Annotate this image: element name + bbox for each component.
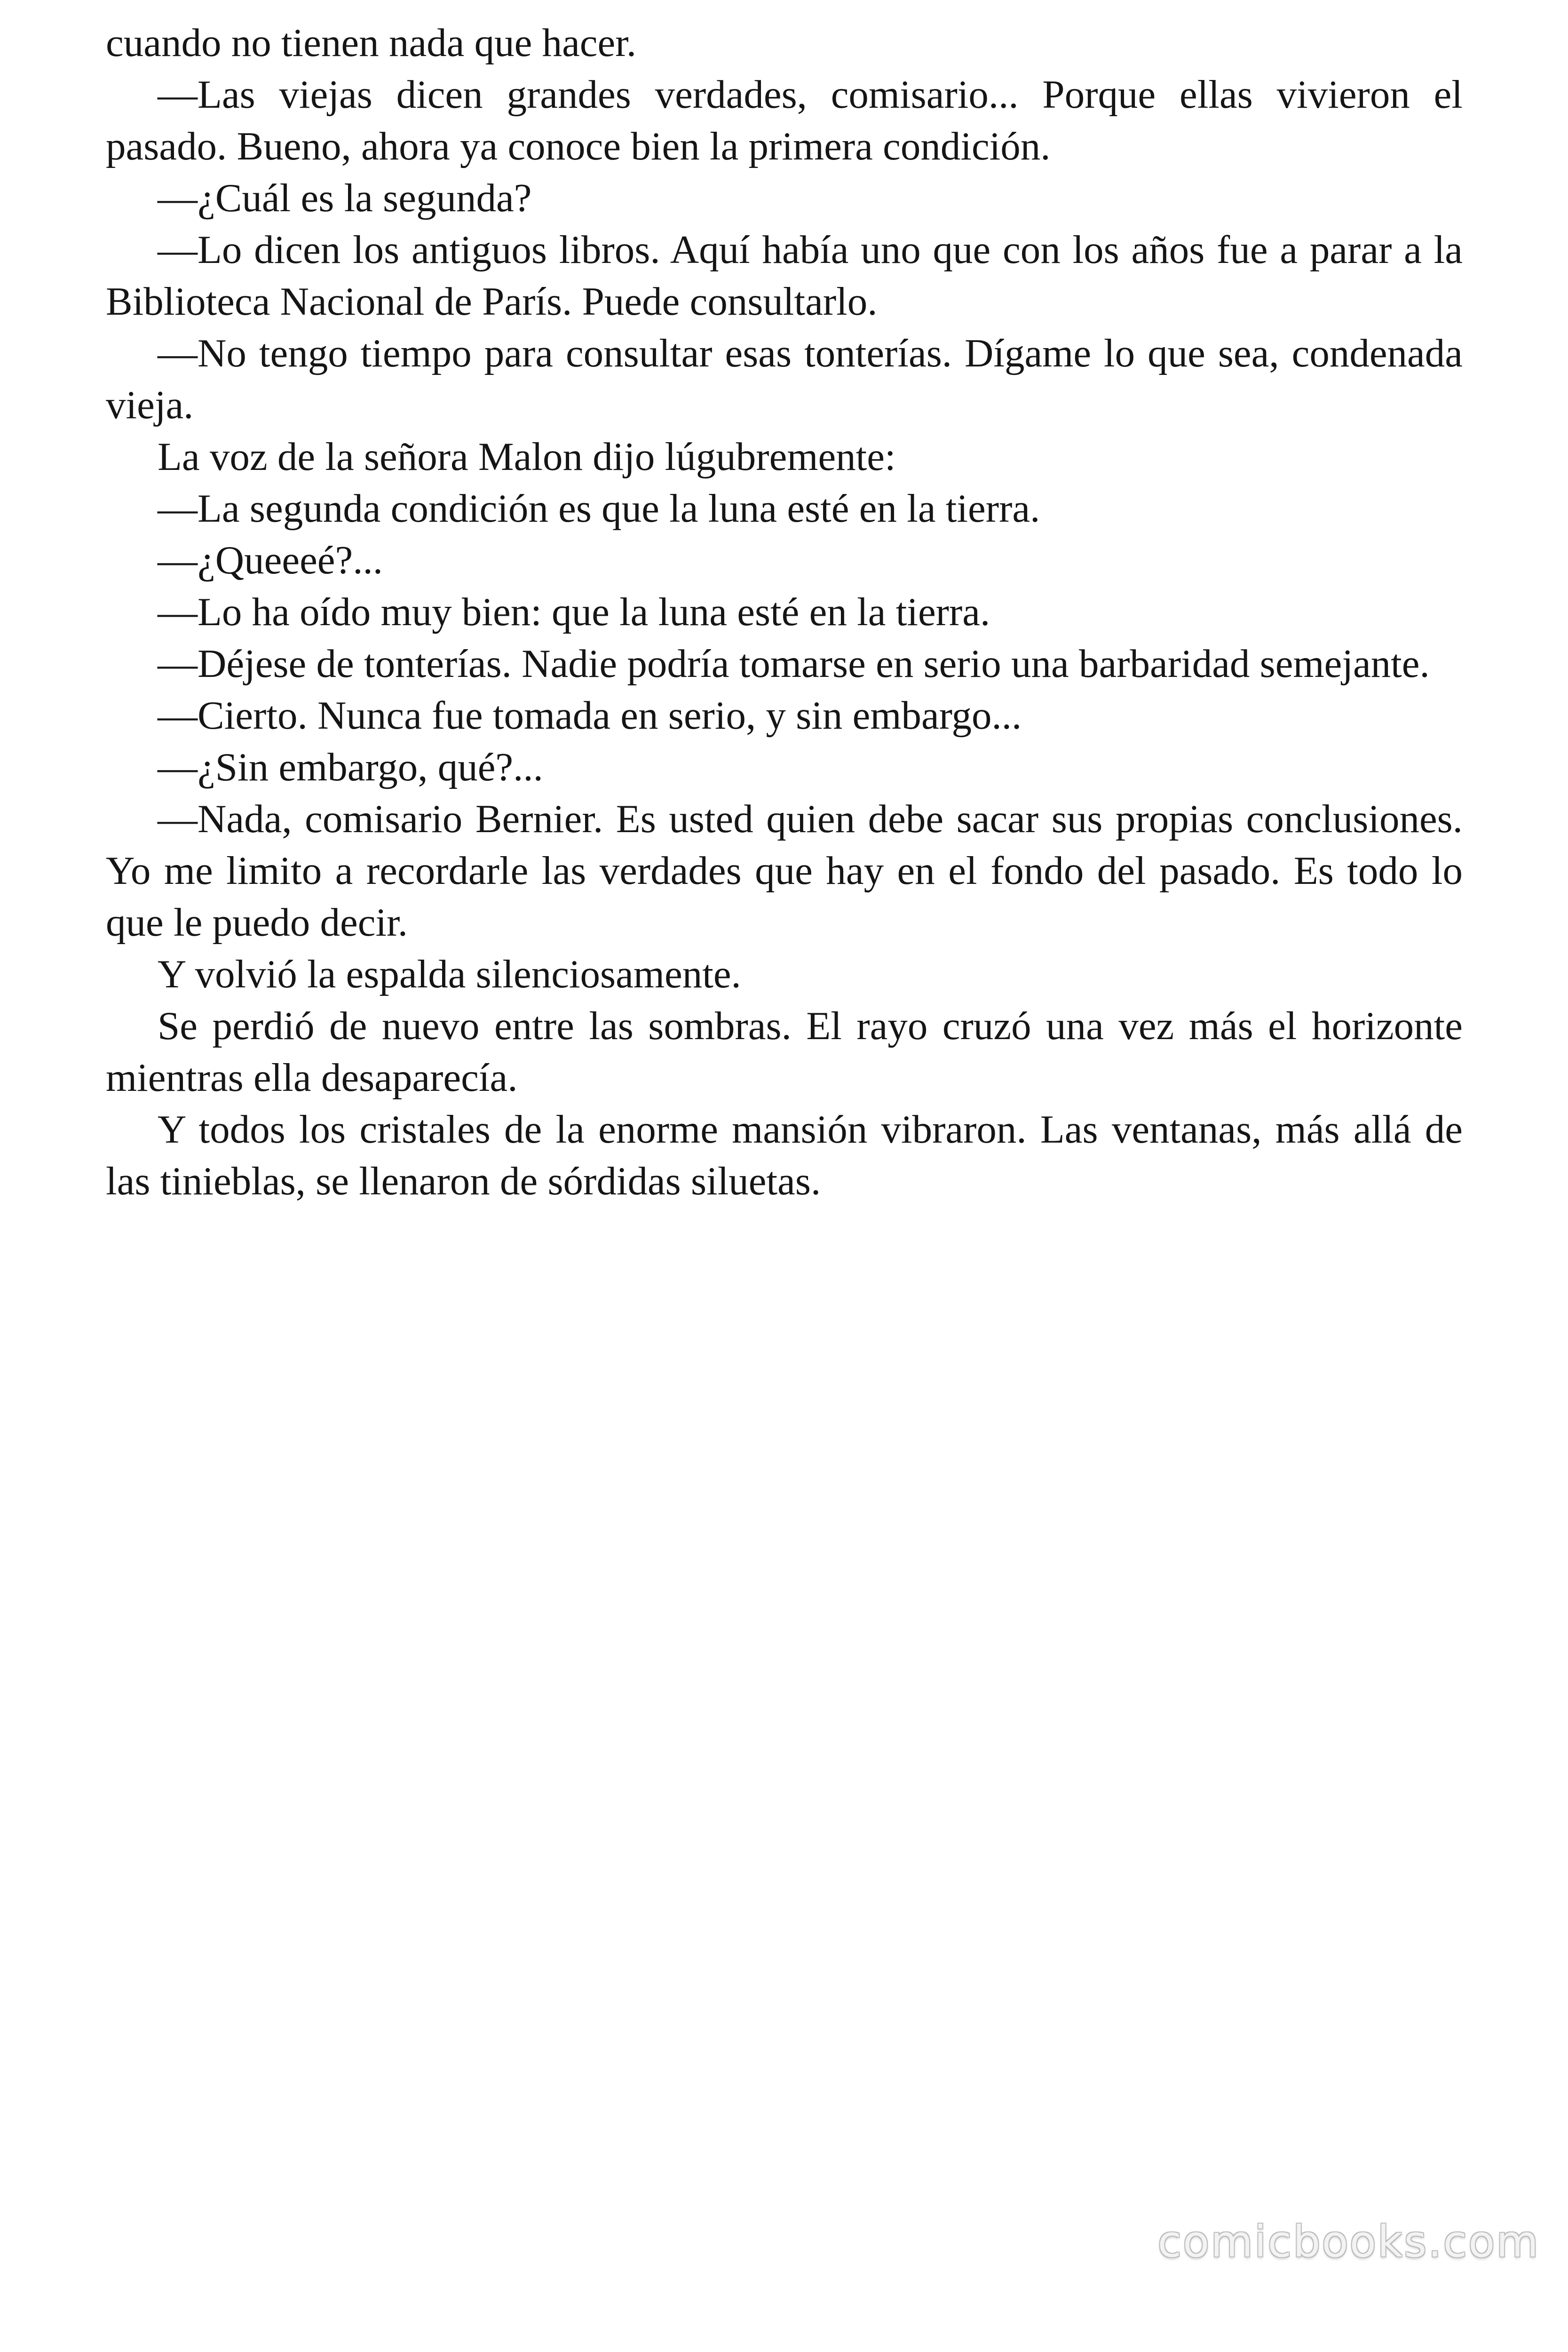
paragraph-8: —¿Queeeé?... (158, 538, 383, 582)
watermark: comicbooks.com (1157, 2217, 1540, 2267)
page-body-text (106, 17, 1463, 1207)
paragraph-3: —¿Cuál es la segunda? (158, 176, 532, 220)
paragraph-6: La voz de la señora Malon dijo lúgubremente: (158, 435, 896, 479)
paragraph-16: Y todos los cristales de la enorme mansión vibraron. Las ventanas, más allá de las tinieblas, se llenaron de sórdidas siluetas. (106, 1107, 1463, 1203)
paragraph-11: —Cierto. Nunca fue tomada en serio, y sin embargo... (158, 693, 1022, 738)
paragraph-9: —Lo ha oído muy bien: que la luna esté en la tierra. (158, 590, 990, 634)
paragraph-14: Y volvió la espalda silenciosamente. (158, 952, 741, 996)
paragraph-5: —No tengo tiempo para consultar esas tonterías. Dígame lo que sea, condenada vieja. (106, 331, 1463, 427)
paragraph-2: —Las viejas dicen grandes verdades, comisario... Porque ellas vivieron el pasado. Bueno, ahora ya conoce bien la primera condición. (106, 72, 1463, 168)
paragraph-7: —La segunda condición es que la luna esté en la tierra. (158, 486, 1040, 531)
paragraph-13: —Nada, comisario Bernier. Es usted quien debe sacar sus propias conclusiones. Yo me limito a recordarle las verdades que hay en el fondo del pasado. Es todo lo que le puedo decir. (106, 797, 1463, 945)
paragraph-12: —¿Sin embargo, qué?... (158, 745, 543, 789)
paragraph-4: —Lo dicen los antiguos libros. Aquí había uno que con los años fue a parar a la Biblioteca Nacional de París. Puede consultarlo. (106, 228, 1463, 324)
paragraph-10: —Déjese de tonterías. Nadie podría tomarse en serio una barbaridad semejante. (158, 642, 1430, 686)
paragraph-1: cuando no tienen nada que hacer. (106, 21, 637, 65)
paragraph-15: Se perdió de nuevo entre las sombras. El rayo cruzó una vez más el horizonte mientras ella desaparecía. (106, 1004, 1463, 1100)
